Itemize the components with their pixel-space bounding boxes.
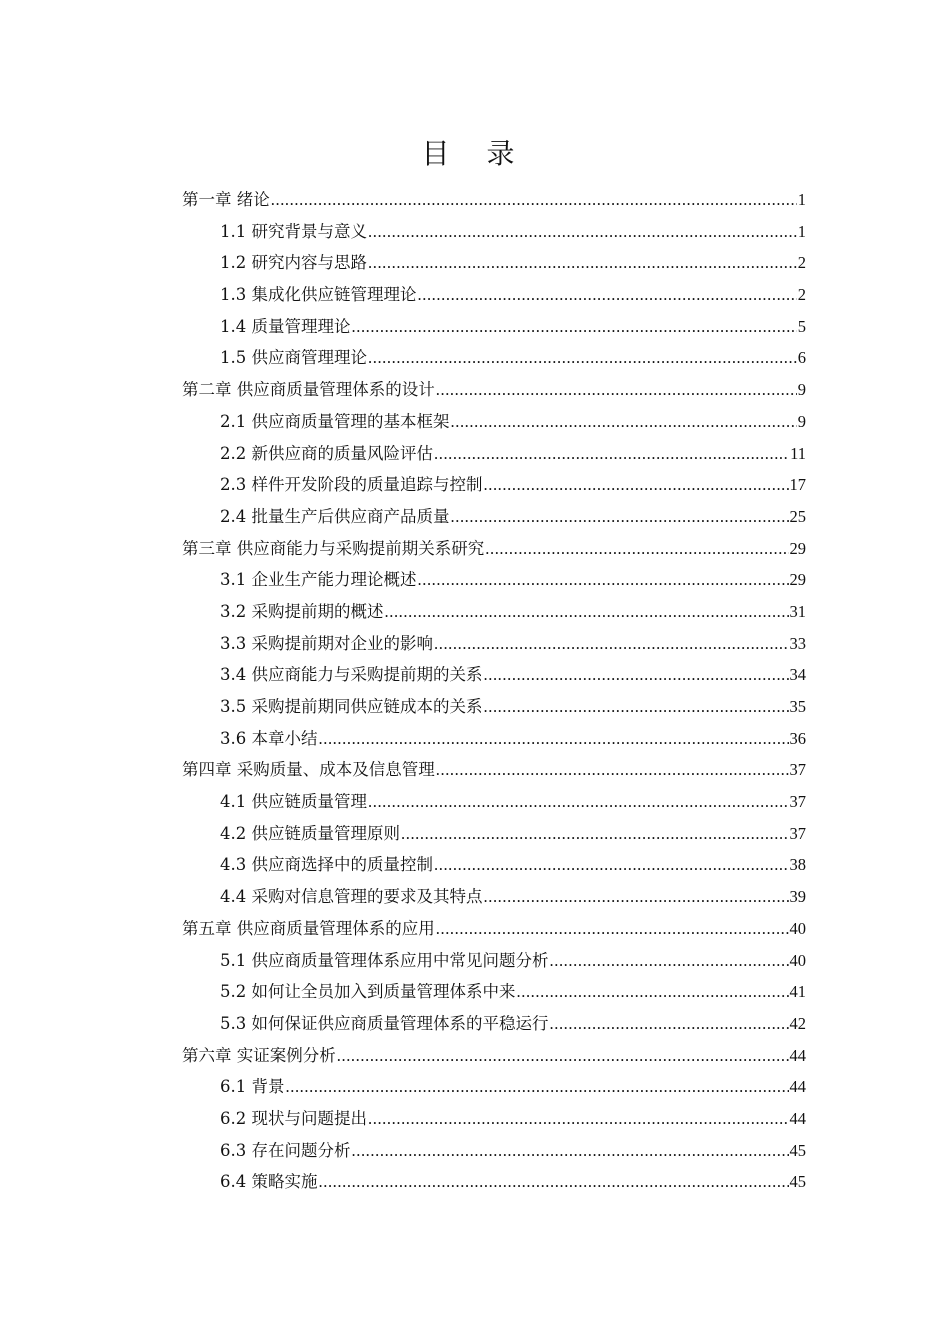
toc-entry-label: 3.6 本章小结 xyxy=(220,728,318,748)
toc-section-entry[interactable] xyxy=(182,469,806,501)
toc-page-number: 1 xyxy=(797,190,806,209)
toc-page-number: 36 xyxy=(789,728,806,748)
toc-page-number: 44 xyxy=(789,1045,806,1065)
toc-page-number: 38 xyxy=(789,855,806,875)
toc-chapter-entry[interactable] xyxy=(182,913,806,945)
toc-page-number: 40 xyxy=(789,918,806,938)
toc-chapter-entry[interactable] xyxy=(182,754,806,786)
toc-page-number: 44 xyxy=(789,1077,806,1097)
toc-entry-label: 1.1 研究背景与意义 xyxy=(220,221,367,241)
toc-entry-label: 4.3 供应商选择中的质量控制 xyxy=(220,855,433,875)
toc-page-number: 29 xyxy=(789,570,806,590)
toc-entry-label: 1.3 集成化供应链管理理论 xyxy=(220,285,417,305)
toc-chapter-entry[interactable] xyxy=(182,184,806,216)
toc-section-entry[interactable] xyxy=(182,691,806,723)
toc-dot-leader xyxy=(352,1135,789,1167)
toc-section-entry[interactable] xyxy=(182,564,806,596)
toc-title: 目 录 xyxy=(421,137,529,170)
toc-dot-leader xyxy=(434,849,789,881)
toc-dot-leader xyxy=(401,818,789,850)
toc-dot-leader xyxy=(418,564,789,596)
toc-entry-label: 3.4 供应商能力与采购提前期的关系 xyxy=(220,665,483,685)
toc-section-entry[interactable] xyxy=(182,501,806,533)
toc-section-entry[interactable] xyxy=(182,247,806,279)
toc-section-entry[interactable] xyxy=(182,1166,806,1198)
toc-page-number: 6 xyxy=(797,348,806,368)
toc-entry-label: 6.2 现状与问题提出 xyxy=(220,1108,367,1128)
toc-page-number: 37 xyxy=(789,823,806,843)
toc-section-entry[interactable] xyxy=(182,628,806,660)
toc-section-entry[interactable] xyxy=(182,786,806,818)
toc-page-number: 40 xyxy=(789,950,806,970)
toc-dot-leader xyxy=(550,945,789,977)
toc-page-number: 9 xyxy=(797,411,806,431)
toc-entry-label: 1.5 供应商管理理论 xyxy=(220,348,367,368)
toc-entry-label: 4.2 供应链质量管理原则 xyxy=(220,823,400,843)
toc-section-entry[interactable] xyxy=(182,1008,806,1040)
toc-page-number: 17 xyxy=(789,475,806,495)
toc-section-entry[interactable] xyxy=(182,976,806,1008)
toc-page-number: 2 xyxy=(797,285,806,305)
toc-page-number: 11 xyxy=(790,443,806,463)
toc-page-number: 45 xyxy=(789,1140,806,1160)
toc-dot-leader xyxy=(385,596,789,628)
toc-dot-leader xyxy=(436,374,797,406)
toc-section-entry[interactable] xyxy=(182,596,806,628)
toc-dot-leader xyxy=(484,659,789,691)
toc-section-entry[interactable] xyxy=(182,723,806,755)
toc-entry-label: 4.4 采购对信息管理的要求及其特点 xyxy=(220,887,483,907)
toc-dot-leader xyxy=(271,184,797,216)
toc-dot-leader xyxy=(436,913,789,945)
toc-page-number: 29 xyxy=(789,538,806,558)
toc-dot-leader xyxy=(337,1040,789,1072)
toc-entry-label: 4.1 供应链质量管理 xyxy=(220,792,367,812)
toc-entry-label: 5.3 如何保证供应商质量管理体系的平稳运行 xyxy=(220,1013,549,1033)
toc-page-number: 37 xyxy=(789,792,806,812)
toc-chapter-entry[interactable] xyxy=(182,374,806,406)
toc-page-number: 2 xyxy=(797,253,806,273)
toc-entry-label: 第一章 绪论 xyxy=(182,190,270,209)
toc-page-number: 45 xyxy=(789,1172,806,1192)
toc-dot-leader xyxy=(319,1166,789,1198)
toc-page-number: 1 xyxy=(797,221,806,241)
toc-entry-label: 3.5 采购提前期同供应链成本的关系 xyxy=(220,697,483,716)
toc-page-number: 34 xyxy=(789,665,806,685)
toc-dot-leader xyxy=(368,216,797,248)
toc-entry-label: 第二章 供应商质量管理体系的设计 xyxy=(182,380,435,400)
toc-section-entry[interactable] xyxy=(182,659,806,691)
toc-entry-label: 2.3 样件开发阶段的质量追踪与控制 xyxy=(220,475,483,495)
toc-entry-label: 2.4 批量生产后供应商产品质量 xyxy=(220,506,450,526)
toc-page-number: 5 xyxy=(797,316,806,336)
toc-entry-label: 第四章 采购质量、成本及信息管理 xyxy=(182,760,435,780)
toc-section-entry[interactable] xyxy=(182,881,806,913)
toc-dot-leader xyxy=(368,786,789,818)
toc-entry-label: 第三章 供应商能力与采购提前期关系研究 xyxy=(182,538,485,558)
toc-dot-leader xyxy=(484,469,789,501)
toc-dot-leader xyxy=(550,1008,789,1040)
toc-page-number: 31 xyxy=(789,601,806,621)
toc-entry-label: 5.2 如何让全员加入到质量管理体系中来 xyxy=(220,982,516,1002)
toc-section-entry[interactable] xyxy=(182,849,806,881)
toc-entry-label: 3.1 企业生产能力理论概述 xyxy=(220,570,417,590)
toc-section-entry[interactable] xyxy=(182,216,806,248)
toc-dot-leader xyxy=(368,247,797,279)
toc-section-entry[interactable] xyxy=(182,406,806,438)
toc-entry-label: 6.1 背景 xyxy=(220,1077,285,1097)
toc-entry-label: 第六章 实证案例分析 xyxy=(182,1045,336,1065)
toc-section-entry[interactable] xyxy=(182,945,806,977)
toc-dot-leader xyxy=(368,342,797,374)
toc-page-number: 33 xyxy=(789,633,806,653)
toc-section-entry[interactable] xyxy=(182,1071,806,1103)
toc-dot-leader xyxy=(484,691,789,723)
toc-page-number: 9 xyxy=(797,380,806,400)
toc-page-number: 42 xyxy=(789,1013,806,1033)
toc-dot-leader xyxy=(436,754,789,786)
toc-dot-leader xyxy=(484,881,789,913)
toc-entry-label: 2.1 供应商质量管理的基本框架 xyxy=(220,411,450,431)
toc-entry-label: 1.4 质量管理理论 xyxy=(220,316,351,336)
toc-section-entry[interactable] xyxy=(182,342,806,374)
toc-section-entry[interactable] xyxy=(182,438,806,470)
toc-entry-label: 1.2 研究内容与思路 xyxy=(220,253,367,273)
toc-section-entry[interactable] xyxy=(182,818,806,850)
toc-section-entry[interactable] xyxy=(182,1103,806,1135)
toc-section-entry[interactable] xyxy=(182,1135,806,1167)
toc-dot-leader xyxy=(418,279,797,311)
toc-page-number: 39 xyxy=(789,887,806,907)
toc-dot-leader xyxy=(368,1103,789,1135)
toc-page-number: 41 xyxy=(789,982,806,1002)
toc-dot-leader xyxy=(352,311,797,343)
toc-entry-label: 2.2 新供应商的质量风险评估 xyxy=(220,443,433,463)
toc-chapter-entry[interactable] xyxy=(182,533,806,565)
toc-entry-label: 第五章 供应商质量管理体系的应用 xyxy=(182,918,435,938)
toc-entry-label: 3.2 采购提前期的概述 xyxy=(220,601,384,621)
toc-list xyxy=(182,184,806,1198)
toc-section-entry[interactable] xyxy=(182,311,806,343)
toc-page-number: 44 xyxy=(789,1108,806,1128)
toc-dot-leader xyxy=(485,533,788,565)
toc-section-entry[interactable] xyxy=(182,279,806,311)
toc-entry-label: 3.3 采购提前期对企业的影响 xyxy=(220,633,433,653)
toc-page-number: 37 xyxy=(789,760,806,780)
toc-entry-label: 6.4 策略实施 xyxy=(220,1172,318,1192)
toc-dot-leader xyxy=(319,723,789,755)
toc-dot-leader xyxy=(434,438,789,470)
toc-dot-leader xyxy=(517,976,789,1008)
toc-dot-leader xyxy=(451,406,797,438)
toc-page-number: 25 xyxy=(789,506,806,526)
toc-entry-label: 6.3 存在问题分析 xyxy=(220,1140,351,1160)
toc-page-number: 35 xyxy=(789,697,806,716)
toc-dot-leader xyxy=(451,501,789,533)
toc-entry-label: 5.1 供应商质量管理体系应用中常见问题分析 xyxy=(220,950,549,970)
toc-chapter-entry[interactable] xyxy=(182,1040,806,1072)
toc-dot-leader xyxy=(286,1071,789,1103)
toc-dot-leader xyxy=(434,628,789,660)
